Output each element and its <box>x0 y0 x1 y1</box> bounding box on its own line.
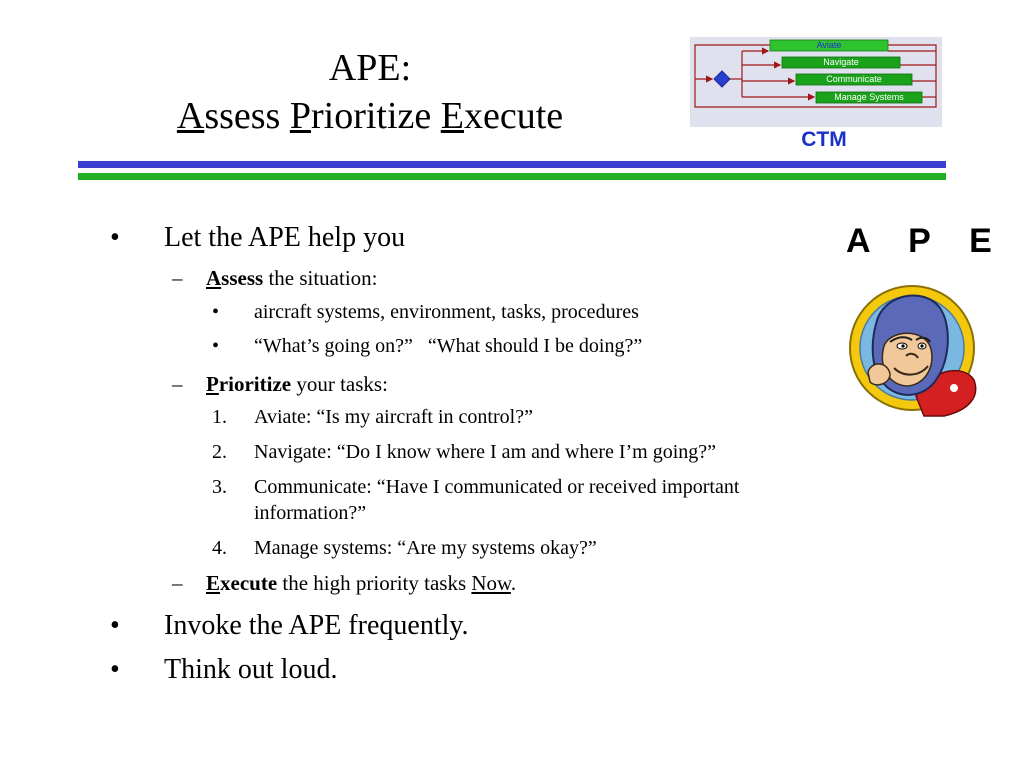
divider-green <box>78 173 946 180</box>
item-number: 2. <box>212 441 227 463</box>
item-number: 3. <box>212 476 227 498</box>
item-number: 4. <box>212 537 227 559</box>
gorilla-pilot-logo-icon <box>832 276 996 418</box>
ctm-box-communicate: Communicate <box>826 74 882 84</box>
sub-item-text: Execute the high priority tasks Now. <box>206 571 517 595</box>
sub-item-text: Prioritize your tasks: <box>206 372 388 396</box>
bullet-icon: • <box>110 654 120 685</box>
item-text: Manage systems: “Are my systems okay?” <box>254 537 597 559</box>
detail-text: aircraft systems, environment, tasks, procedures <box>254 301 639 323</box>
bullet-text: Think out loud. <box>164 654 338 685</box>
bullet-text: Invoke the APE frequently. <box>164 610 469 641</box>
ctm-box-manage-systems: Manage Systems <box>834 92 904 102</box>
title-line-2: Assess Prioritize Execute <box>176 95 564 137</box>
sub-item-text: Assess the situation: <box>206 266 378 290</box>
bullet-icon: • <box>110 222 120 253</box>
bullet-text: Let the APE help you <box>164 222 406 253</box>
item-text: information?” <box>254 502 367 524</box>
dash-icon: – <box>172 571 183 595</box>
item-number: 1. <box>212 406 227 428</box>
bullet-icon: • <box>212 301 220 323</box>
item-text: Navigate: “Do I know where I am and where I’m going?” <box>254 441 717 463</box>
ctm-diagram <box>690 37 942 127</box>
bullet-icon: • <box>212 335 220 357</box>
ctm-box-aviate: Aviate <box>816 40 842 50</box>
dash-icon: – <box>172 372 183 396</box>
dash-icon: – <box>172 266 183 290</box>
slide-title <box>80 44 660 140</box>
ctm-box-navigate: Navigate <box>823 57 859 67</box>
title-line-1: APE: <box>328 47 412 89</box>
bullet-icon: • <box>110 610 120 641</box>
detail-text: “What’s going on?” “What should I be doing?” <box>254 335 643 357</box>
ape-letters: A P E <box>846 222 992 260</box>
divider-blue <box>78 161 946 168</box>
item-text: Communicate: “Have I communicated or received important <box>254 476 740 498</box>
ctm-label: CTM <box>801 128 847 151</box>
item-text: Aviate: “Is my aircraft in control?” <box>254 406 533 428</box>
